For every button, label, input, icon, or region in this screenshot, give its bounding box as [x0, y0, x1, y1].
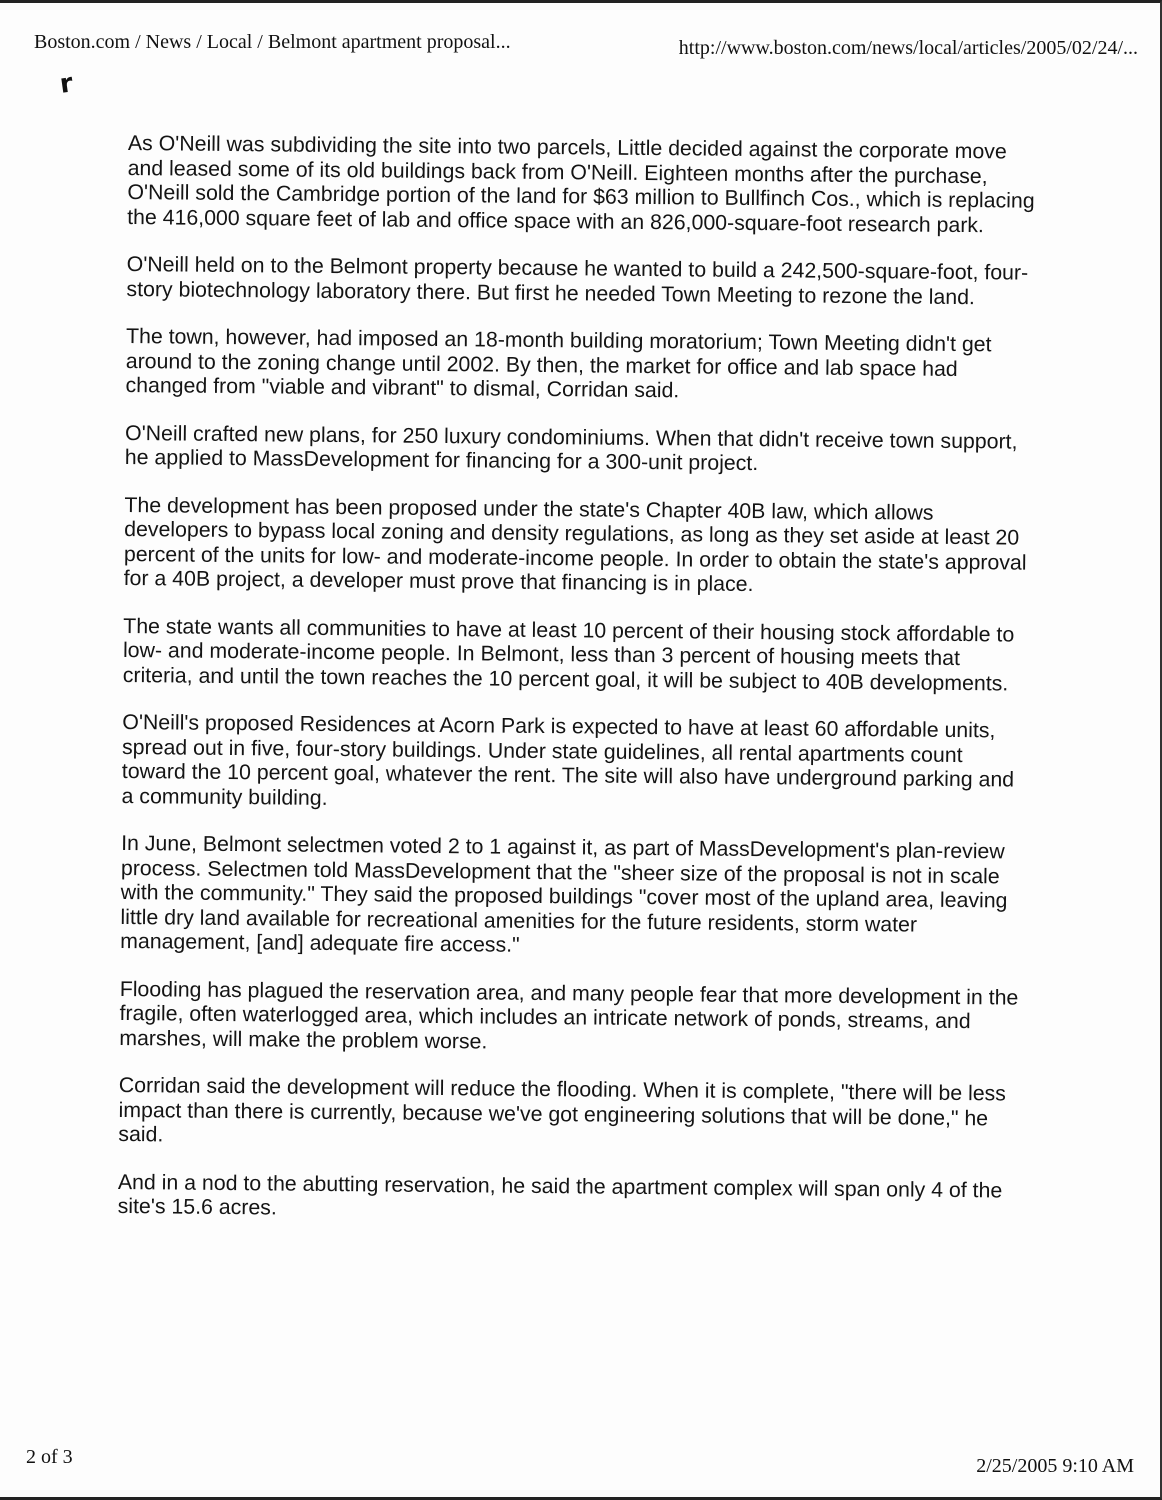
article-paragraph: Corridan said the development will reduce the flooding. When it is complete, "there will be less impact than there is currently, because we've got engineering solutions that will be done," he said.	[118, 1072, 1007, 1147]
article-paragraph: And in a nod to the abutting reservation, he said the apartment complex will span only 4 of the site's 15.6 acres.	[117, 1169, 1003, 1220]
article-paragraph: The state wants all communities to have at least 10 percent of their housing stock affordable to low- and moderate-income people. In Belmont, less than 3 percent of housing meets that criteria, and until the town reaches the 10 percent goal, it will be subject to 40B developments.	[122, 613, 1015, 695]
print-timestamp: 2/25/2005 9:10 AM	[976, 1455, 1134, 1477]
article-paragraph: O'Neill crafted new plans, for 250 luxury condominiums. When that didn't receive town support, he applied to MassDevelopment for financing for a 300-unit project.	[124, 420, 1018, 476]
article-paragraph: In June, Belmont selectmen voted 2 to 1 against it, as part of MassDevelopment's plan-review process. Selectmen told MassDevelopment that the "sheer size of the proposal is not in scale with the community." They said the proposed buildings "cover most of the upland area, leaving little dry land available for recreational amenities for the future residents, storm water management, [and] adequate fire access."	[120, 830, 1008, 957]
article-paragraph: O'Neill held on to the Belmont property because he wanted to build a 242,500-square-foot, four-story biotechnology laboratory there. But first he needed Town Meeting to rezone the land.	[126, 251, 1029, 309]
article-paragraph: The development has been proposed under the state's Chapter 40B law, which allows developers to bypass local zoning and density regulations, as long as they set aside at least 20 percent of the units for low- and moderate-income people. In order to obtain the state's approval for a 40B project, a developer must prove that financing is in place.	[123, 492, 1027, 597]
article-paragraph: The town, however, had imposed an 18-month building moratorium; Town Meeting didn't get around to the zoning change until 2002. By then, the market for office and lab space had changed from "viable and vibrant" to dismal, Corridan said.	[125, 323, 992, 403]
page-url: http://www.boston.com/news/local/articles/2005/02/24/...	[678, 37, 1138, 59]
page-breadcrumb: Boston.com / News / Local / Belmont apartment proposal...	[34, 31, 511, 53]
scan-mark: r	[57, 68, 75, 100]
article-paragraph: O'Neill's proposed Residences at Acorn Park is expected to have at least 60 affordable units, spread out in five, four-story buildings. Under state guidelines, all rental apartments count toward the 10 percent goal, whatever the rent. The site will also have underground parking and a community building.	[121, 709, 1015, 810]
article-paragraph: As O'Neill was subdividing the site into two parcels, Little decided against the corporate move and leased some of its old buildings back from O'Neill. Eighteen months after the purchase, O'Neill sold the Cambridge portion of the land for $63 million to Bullfinch Cos., which is replacing the 416,000 square feet of lab and office space with an 826,000-square-foot research park.	[127, 131, 1035, 237]
article-paragraph: Flooding has plagued the reservation area, and many people fear that more development in the fragile, often waterlogged area, which includes an intricate network of ponds, streams, and marshes, will make the problem worse.	[119, 976, 1019, 1053]
page-number: 2 of 3	[26, 1446, 73, 1468]
article-body	[117, 131, 1038, 1250]
